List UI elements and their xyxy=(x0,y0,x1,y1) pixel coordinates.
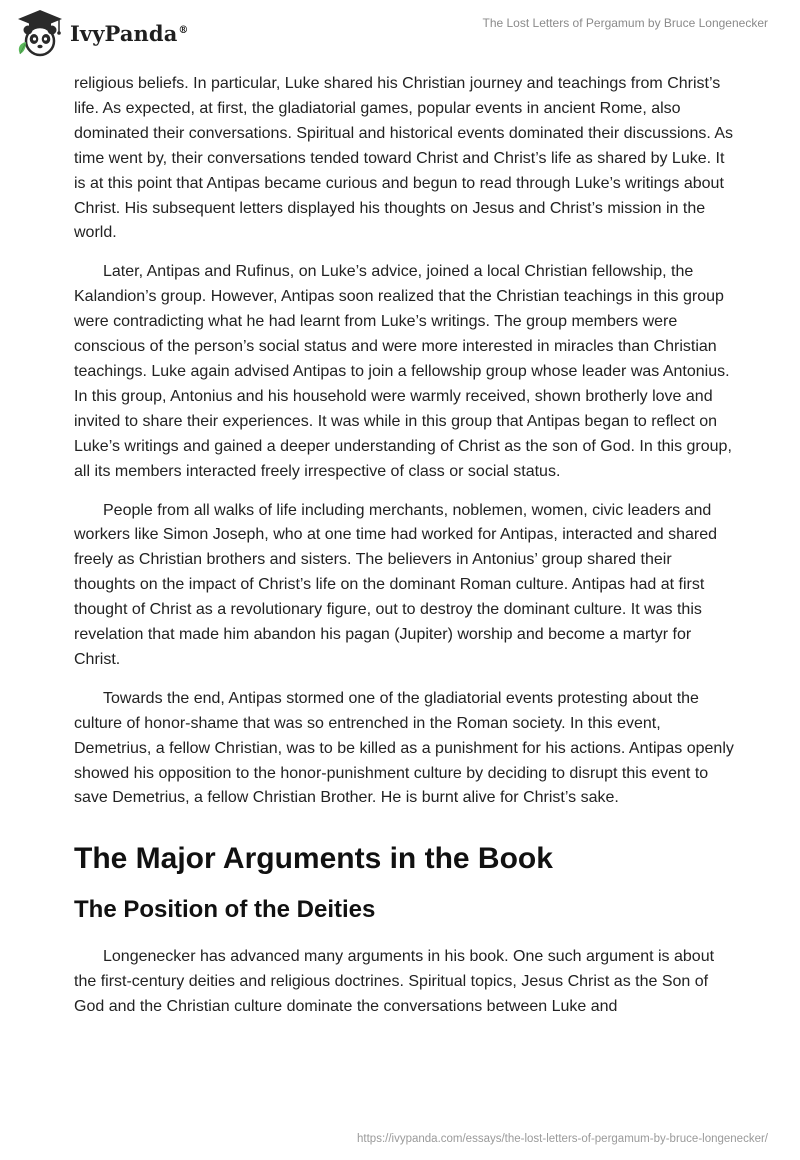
paragraph-3: People from all walks of life including merchants, noblemen, women, civic leaders and workers like Simon Joseph, who at one time had worked for Antipas, interacted and shared freely as Christian brothers and sisters. The believers in Antonius’ group shared their thoughts on the impact of Christ’s life on the dominant Roman culture. Antipas had at first thought of Christ as a revolutionary figure, out to destroy the dominant culture. It was this revelation that made him abandon his pagan (Jupiter) worship and become a martyr for Christ. xyxy=(74,501,718,668)
source-url[interactable]: https://ivypanda.com/essays/the-lost-letters-of-pergamum-by-bruce-longenecker/ xyxy=(357,1133,768,1145)
document-title: The Lost Letters of Pergamum by Bruce Longenecker xyxy=(482,16,768,30)
paragraph-1: religious beliefs. In particular, Luke shared his Christian journey and teachings from Christ’s life. As expected, at first, the gladiatorial games, popular events in ancient Rome, also dominated their conversations. Spiritual and historical events dominated their discussions. As time went by, their conversations tended toward Christ and Christ’s life as shared by Luke. It is at this point that Antipas became curious and begun to read through Luke’s writings about Christ. His subsequent letters displayed his thoughts on Jesus and Christ’s mission in the world. xyxy=(74,75,734,242)
essay-body xyxy=(74,72,734,1034)
page-header xyxy=(0,0,800,64)
section-heading: The Major Arguments in the Book xyxy=(74,842,553,876)
panda-graduate-icon xyxy=(14,8,66,58)
paragraph-4: Towards the end, Antipas stormed one of the gladiatorial events protesting about the culture of honor-shame that was so entrenched in the Roman society. In this event, Demetrius, a fellow Christian, was to be killed as a punishment for his actions. Antipas openly showed his opposition to the honor-punishment culture by deciding to disrupt this event to save Demetrius, a fellow Christian Brother. He is burnt alive for Christ’s sake. xyxy=(74,689,734,807)
paragraph-2: Later, Antipas and Rufinus, on Luke’s advice, joined a local Christian fellowship, the Kalandion’s group. However, Antipas soon realized that the Christian teachings in this group were contradicting what he had learnt from Luke’s writings. The group members were conscious of the person’s social status and were more interested in miracles than Christian teachings. Luke again advised Antipas to join a fellowship group whose leader was Antonius. In this group, Antonius and his household were warmly received, shown brotherly love and invited to share their experiences. It was while in this group that Antipas began to reflect on Luke’s writings and gained a deeper understanding of Christ as the son of God. In this group, all its members interacted freely irrespective of class or social status. xyxy=(74,263,732,480)
registered-mark: ® xyxy=(178,24,189,36)
paragraph-5: Longenecker has advanced many arguments in his book. One such argument is about the first-century deities and religious doctrines. Spiritual topics, Jesus Christ as the Son of God and the Christian culture dominate the conversations between Luke and xyxy=(74,948,715,1016)
logo-text: IvyPanda® xyxy=(70,20,189,46)
ivypanda-logo[interactable] xyxy=(14,8,189,58)
subsection-heading: The Position of the Deities xyxy=(74,896,376,924)
